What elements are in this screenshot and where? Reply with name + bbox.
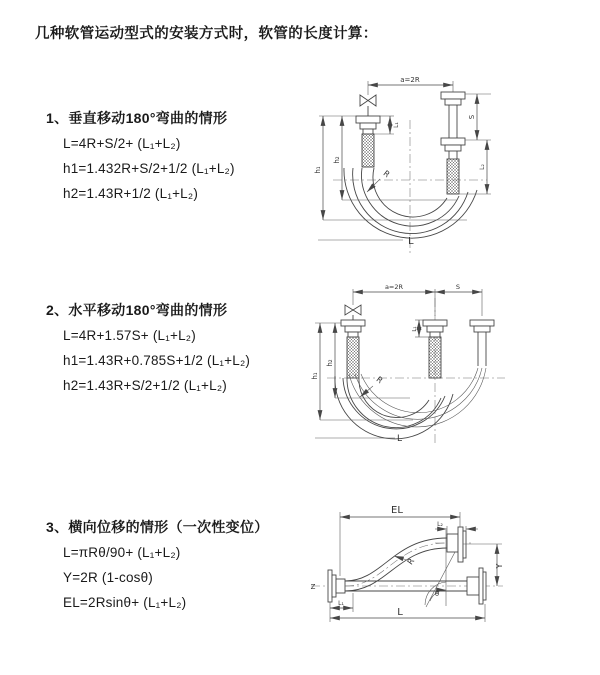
- dim-label-l: L: [408, 236, 414, 247]
- dim-label-theta: θ: [434, 590, 440, 598]
- formula-line: h2=1.43R+S/2+1/2 (L₁+L₂): [63, 378, 227, 393]
- section-vertical-bend: [46, 108, 235, 206]
- dim-label-s: S: [468, 114, 476, 120]
- right-pipe-end: [441, 92, 465, 194]
- page-title: 几种软管运动型式的安装方式时，软管的长度计算：: [35, 26, 378, 42]
- length-callout: [318, 236, 414, 247]
- dim-label-l1: L₁: [393, 122, 400, 128]
- formula-line: EL=2Rsinθ+ (L₁+L₂): [63, 595, 187, 610]
- dim-label-r: R: [381, 168, 392, 180]
- section-3-formulas: [46, 540, 269, 615]
- radius-callout: [367, 169, 392, 192]
- dim-label-r: R: [405, 556, 417, 567]
- hose-braid: [429, 337, 441, 378]
- hose-braid: [362, 134, 374, 167]
- dim-label-h1: h₁: [311, 372, 319, 380]
- formula-line: h1=1.43R+0.785S+1/2 (L₁+L₂): [63, 353, 251, 368]
- dim-label-l2: L₂: [479, 164, 486, 170]
- diagram-lateral-displacement: [295, 500, 600, 655]
- dim-label-y: Y: [495, 563, 504, 569]
- section-3-heading: 3、横向位移的情形（一次性变位）: [46, 519, 269, 535]
- radius-callout: [394, 556, 416, 566]
- dim-label-s: S: [455, 283, 461, 291]
- dim-label-l: L: [397, 607, 403, 618]
- dimension-l2: [459, 140, 491, 194]
- dim-label-h1: h₁: [314, 166, 322, 174]
- valve-icon: [345, 305, 361, 320]
- shifted-pipe-end: [470, 320, 494, 366]
- hose-braid: [347, 337, 359, 378]
- middle-pipe-end: [423, 320, 447, 378]
- formula-line: Y=2R (1-cosθ): [63, 570, 154, 585]
- dimension-el: [340, 505, 460, 576]
- dim-label-el: EL: [391, 505, 403, 516]
- hose-braid: [447, 159, 459, 194]
- dimension-s: [435, 283, 482, 316]
- formula-line: h1=1.432R+S/2+1/2 (L₁+L₂): [63, 161, 235, 176]
- dimension-s: [465, 94, 491, 140]
- section-2-formulas: [46, 323, 250, 398]
- dimension-l2: [435, 521, 478, 534]
- section-horizontal-bend: [46, 300, 250, 398]
- dim-label-l1: L₁: [338, 600, 344, 607]
- dim-label-a2r: a=2R: [384, 283, 404, 291]
- dim-label-h2: h₂: [326, 359, 334, 367]
- diagram-vertical-bend: [305, 68, 600, 263]
- formula-line: L=πRθ/90+ (L₁+L₂): [63, 545, 181, 560]
- dimension-h1: [311, 323, 413, 420]
- dim-label-l: L: [397, 434, 403, 444]
- section-2-heading: 2、水平移动180°弯曲的情形: [46, 302, 228, 318]
- dim-label-a2r: a=2R: [400, 76, 420, 84]
- dimension-h1: [314, 116, 467, 220]
- dim-label-l1: L₁: [412, 326, 418, 332]
- dim-label-h2: h₂: [333, 156, 341, 164]
- formula-line: L=4R+1.57S+ (L₁+L₂): [63, 328, 196, 343]
- dim-label-r: R: [374, 374, 385, 386]
- left-flange: [328, 570, 345, 602]
- dimension-a2r: [353, 283, 435, 316]
- section-mark: Z: [310, 583, 316, 591]
- valve-icon: [360, 95, 376, 116]
- section-lateral-displacement: [46, 517, 269, 615]
- section-1-heading: 1、垂直移动180°弯曲的情形: [46, 110, 228, 126]
- dimension-a2r: [368, 76, 453, 95]
- left-pipe-end: [341, 320, 365, 378]
- dim-label-l2: L₂: [437, 521, 443, 528]
- formula-line: h2=1.43R+1/2 (L₁+L₂): [63, 186, 199, 201]
- hose-u-bend-shifted: [349, 368, 486, 427]
- formula-line: L=4R+S/2+ (L₁+L₂): [63, 136, 181, 151]
- section-1-formulas: [46, 131, 235, 206]
- left-pipe-end: [356, 116, 380, 167]
- diagram-horizontal-bend: [305, 278, 600, 463]
